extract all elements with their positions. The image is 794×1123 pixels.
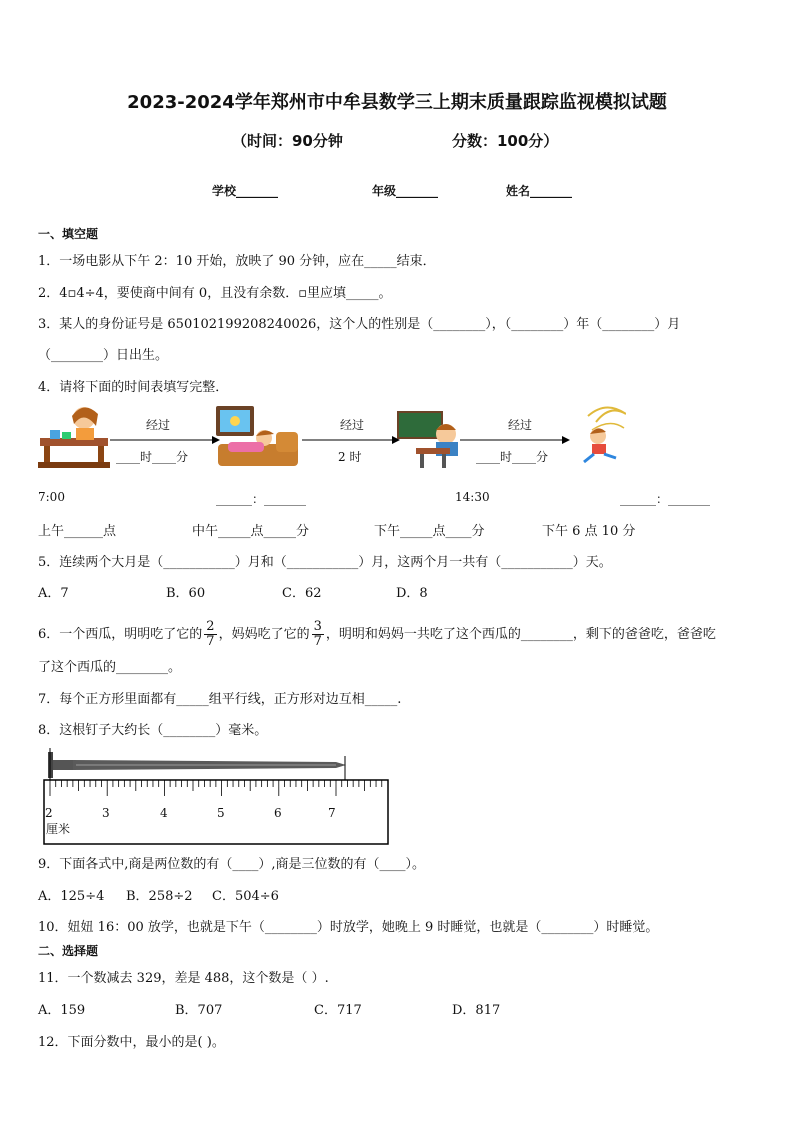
- q5-option-a: A．7: [38, 586, 69, 601]
- q11-option-d: D．817: [452, 1003, 501, 1018]
- nail-ruler-figure: [36, 748, 392, 846]
- ruler-number-2: 2: [45, 806, 53, 820]
- nail-illustration: [48, 752, 346, 778]
- time-4: ______：_______: [620, 492, 711, 506]
- time-1: 7:00: [38, 490, 65, 504]
- school-field: 学校_______: [212, 184, 279, 198]
- q6-text-c: ，明明和妈妈一共吃了这个西瓜的________，剩下的爸爸吃，爸爸吃: [325, 627, 716, 642]
- ruler-unit: 厘米: [46, 822, 71, 836]
- arrow-2-duration: 2 时: [338, 450, 362, 464]
- question-6-line2: 了这个西瓜的________。: [38, 660, 182, 675]
- period-4: 下午 6 点 10 分: [542, 524, 636, 539]
- q9-option-a: A．125÷4: [38, 889, 105, 904]
- ruler-number-5: 5: [217, 806, 225, 820]
- question-9: 9．下面各式中,商是两位数的有（____）,商是三位数的有（____）。: [38, 857, 426, 872]
- section-heading: 一、填空题: [38, 227, 99, 241]
- question-12: 12．下面分数中，最小的是( )。: [38, 1035, 225, 1050]
- q5-option-b: B．60: [166, 586, 206, 601]
- question-4: 4．请将下面的时间表填写完整．: [38, 380, 229, 395]
- ruler-number-3: 3: [102, 806, 110, 820]
- time-3: 14:30: [455, 490, 490, 504]
- arrow-1-label: 经过: [146, 418, 171, 432]
- ruler-number-4: 4: [160, 806, 168, 820]
- question-3-line2: （________）日出生。: [38, 348, 169, 363]
- score-label: 分数：100分）: [452, 132, 559, 150]
- question-1: 1．一场电影从下午 2：10 开始，放映了 90 分钟，应在_____结束．: [38, 254, 436, 269]
- question-6: [38, 620, 716, 649]
- question-5: 5．连续两个大月是（___________）月和（___________）月，这两个月一共有（___________）天。: [38, 555, 612, 570]
- arrow-2-label: 经过: [340, 418, 365, 432]
- name-field: 姓名_______: [506, 184, 573, 198]
- grade-field: 年级_______: [372, 184, 439, 198]
- question-10: 10．妞妞 16：00 放学，也就是下午（________）时放学，她晚上 9 时睡觉，也就是（________）时睡觉。: [38, 920, 659, 935]
- exam-title: 2023-2024学年郑州市中牟县数学三上期末质量跟踪监视模拟试题: [127, 92, 667, 113]
- question-7: 7．每个正方形里面都有_____组平行线，正方形对边互相_____.: [38, 692, 402, 707]
- arrow-3-duration: ____时____分: [476, 450, 549, 464]
- q5-option-d: D．8: [396, 586, 428, 601]
- period-3: 下午_____点____分: [374, 524, 485, 539]
- fraction-3-7: $\frac{3}{7}$: [313, 619, 322, 649]
- ruler-number-7: 7: [328, 806, 336, 820]
- question-8: 8．这根钉子大约长（________）毫米。: [38, 723, 268, 738]
- q11-option-a: A．159: [38, 1003, 86, 1018]
- q6-text-b: ，妈妈吃了它的: [218, 627, 310, 642]
- q9-option-b: B．258÷2: [126, 889, 193, 904]
- period-2: 中午_____点_____分: [192, 524, 310, 539]
- section-heading-2: 二、选择题: [38, 944, 99, 958]
- fraction-2-7: $\frac{2}{7}$: [206, 619, 215, 649]
- question-3: 3．某人的身份证号是 650102199208240026，这个人的性别是（________），（________）年（________）月: [38, 317, 681, 332]
- arrow-3-label: 经过: [508, 418, 533, 432]
- q5-option-c: C．62: [282, 586, 322, 601]
- ruler-number-6: 6: [274, 806, 282, 820]
- q9-option-c: C．504÷6: [212, 889, 279, 904]
- breakfast-girl-illustration: [38, 407, 110, 468]
- arrow-1-duration: ____时____分: [116, 450, 189, 464]
- q11-option-b: B．707: [175, 1003, 223, 1018]
- time-2: ______：_______: [216, 492, 307, 506]
- question-11: 11．一个数减去 329，差是 488，这个数是（ ）.: [38, 971, 329, 986]
- period-1: 上午______点: [38, 524, 117, 539]
- playing-kid-illustration: [584, 407, 626, 462]
- ruler: [44, 780, 388, 844]
- nap-tv-illustration: [216, 406, 298, 466]
- q6-text-a: 6．一个西瓜，明明吃了它的: [38, 627, 203, 642]
- q11-option-c: C．717: [314, 1003, 362, 1018]
- time-label: （时间：90分钟: [232, 132, 343, 150]
- study-desk-illustration: [398, 412, 458, 468]
- question-2: 2．4▫4÷4，要使商中间有 0，且没有余数．▫里应填_____。: [38, 286, 392, 301]
